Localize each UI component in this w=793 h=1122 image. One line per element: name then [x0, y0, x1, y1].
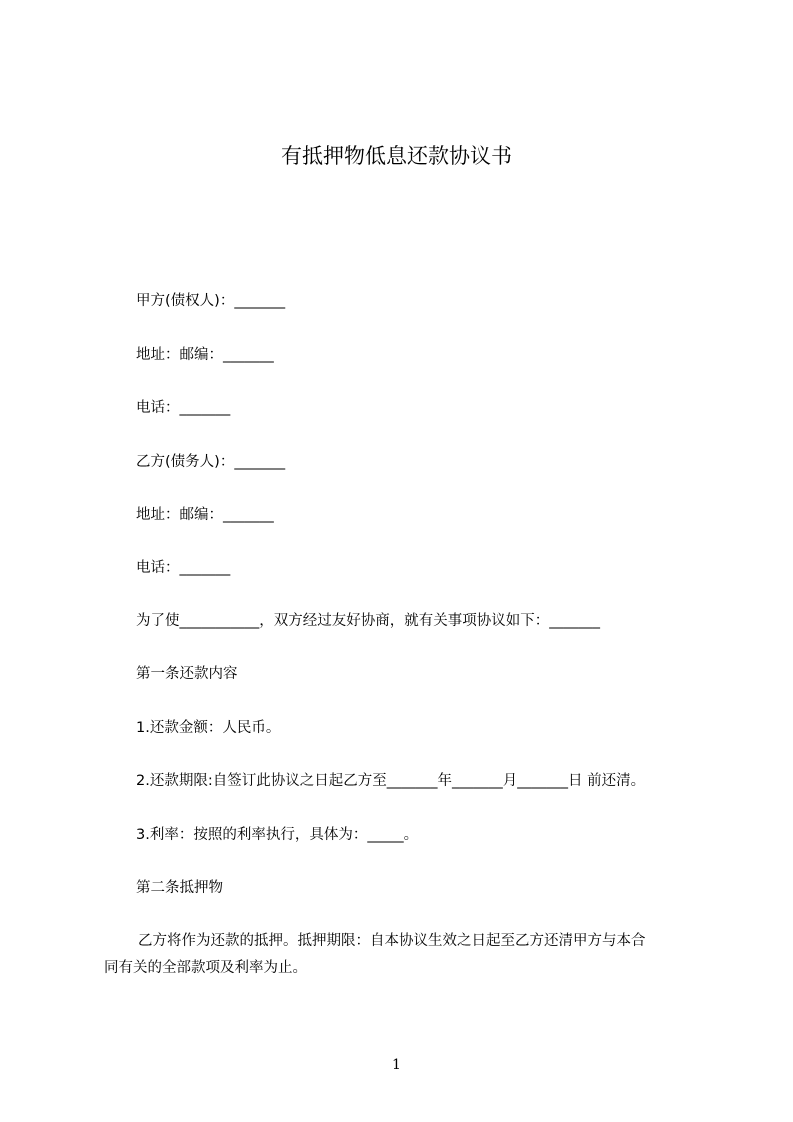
party-a-creditor: 甲方(债权人)：_______ — [136, 293, 286, 309]
party-b-phone: 电话：_______ — [136, 560, 231, 576]
preamble: 为了使___________，双方经过友好协商，就有关事项协议如下：_______ — [136, 613, 600, 629]
party-a-phone: 电话：_______ — [136, 400, 231, 416]
article-1-heading: 第一条还款内容 — [136, 666, 238, 682]
article-2-heading: 第二条抵押物 — [136, 880, 223, 896]
party-a-address: 地址：邮编：_______ — [136, 347, 274, 363]
clause-1-amount: 1.还款金额：人民币。 — [136, 720, 281, 736]
party-b-debtor: 乙方(债务人)：_______ — [136, 454, 286, 470]
party-b-address: 地址：邮编：_______ — [136, 507, 274, 523]
clause-2-term: 2.还款期限:自签订此协议之日起乙方至_______年_______月_______日 前还清。 — [136, 773, 646, 789]
clause-3-interest: 3.利率：按照的利率执行，具体为：_____。 — [136, 827, 419, 843]
collateral-paragraph — [104, 928, 704, 982]
collateral-paragraph-line-2: 同有关的全部款项及利率为止。 — [104, 960, 307, 976]
document-title: 有抵押物低息还款协议书 — [281, 144, 512, 168]
collateral-paragraph-line-1: 乙方将作为还款的抵押。抵押期限：自本协议生效之日起至乙方还清甲方与本合 — [138, 933, 646, 949]
page-number: 1 — [392, 1057, 401, 1073]
